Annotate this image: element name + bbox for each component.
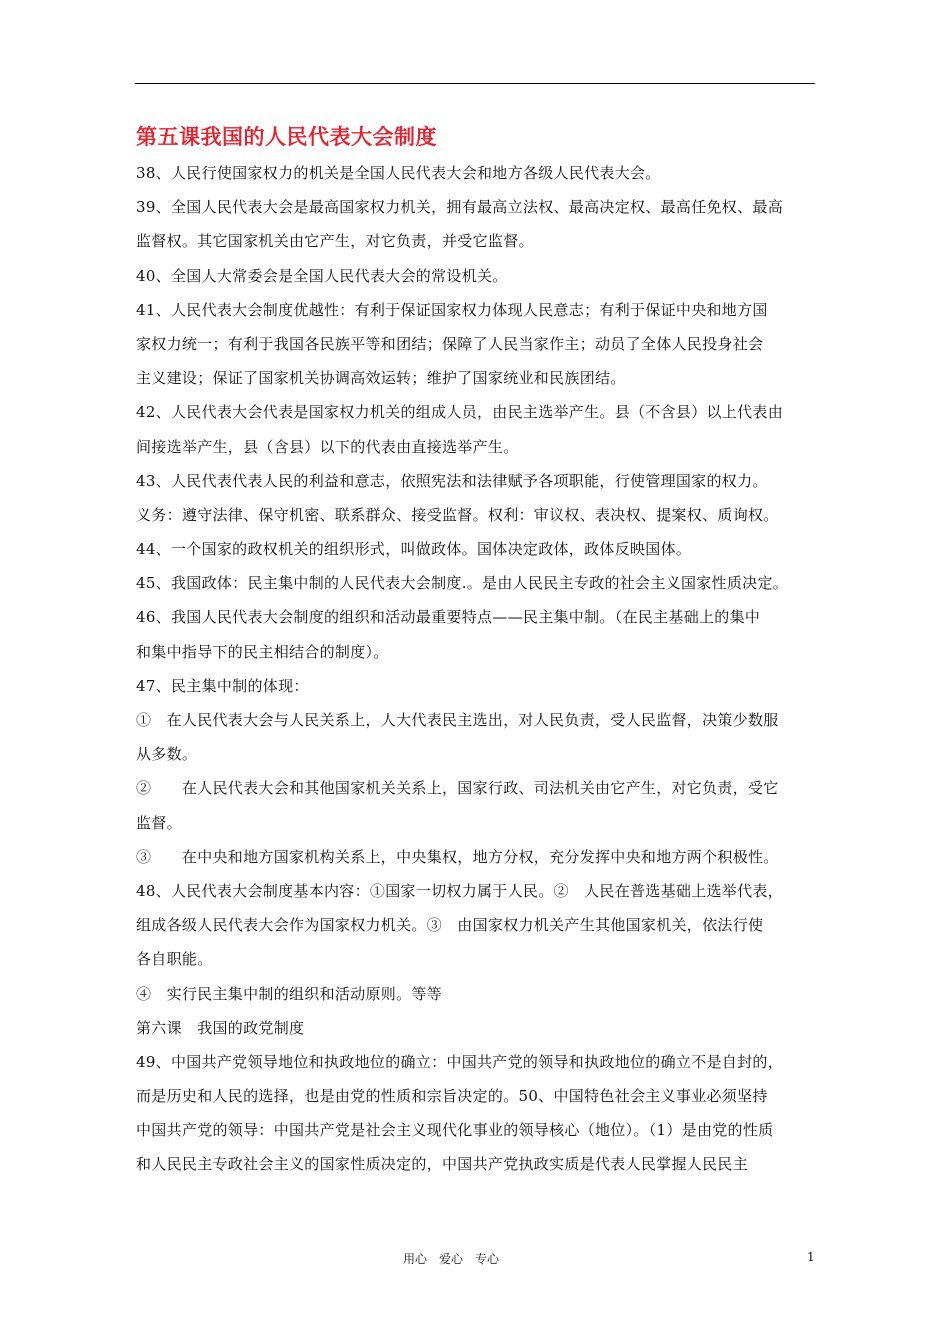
text-line: 44、一个国家的政权机关的组织形式，叫做政体。国体决定政体，政体反映国体。 xyxy=(136,540,692,559)
header-rule xyxy=(135,83,815,84)
text-line: 41、人民代表大会制度优越性：有利于保证国家权力体现人民意志；有利于保证中央和地方国 xyxy=(136,300,768,319)
document-body xyxy=(136,156,816,1182)
text-line: 45、我国政体：民主集中制的人民代表大会制度.。是由人民民主专政的社会主义国家性质决定。 xyxy=(136,574,789,593)
text-line: 49、中国共产党领导地位和执政地位的确立：中国共产党的领导和执政地位的确立不是自封的， xyxy=(136,1052,783,1071)
text-line: 43、人民代表代表人民的利益和意志，依照宪法和法律赋予各项职能，行使管理国家的权力。 xyxy=(136,471,768,490)
text-line: 40、全国人大常委会是全国人民代表大会的常设机关。 xyxy=(136,266,508,285)
text-line: 38、人民行使国家权力的机关是全国人民代表大会和地方各级人民代表大会。 xyxy=(136,164,661,182)
text-line: ④ 实行民主集中制的组织和活动原则。等等 xyxy=(136,984,443,1003)
text-line: 组成各级人民代表大会作为国家权力机关。③ 由国家权力机关产生其他国家机关，依法行使 xyxy=(136,916,764,935)
text-line: 中国共产党的领导：中国共产党是社会主义现代化事业的领导核心（地位）。（1）是由党的性质 xyxy=(136,1121,774,1140)
text-line: 46、我国人民代表大会制度的组织和活动最重要特点——民主集中制。（在民主基础上的集中 xyxy=(136,608,761,627)
text-line: 从多数。 xyxy=(136,745,198,764)
text-line: 监督权。其它国家机关由它产生，对它负责，并受它监督。 xyxy=(136,232,534,251)
text-line: 39、全国人民代表大会是最高国家权力机关，拥有最高立法权、最高决定权、最高任免权、最高 xyxy=(136,198,783,217)
text-line: 第六课 我国的政党制度 xyxy=(136,1018,305,1037)
text-line: 而是历史和人民的选择，也是由党的性质和宗旨决定的。50、中国特色社会主义事业必须坚持 xyxy=(136,1087,768,1106)
text-line: 间接选举产生，县（含县）以下的代表由直接选举产生。 xyxy=(136,437,519,456)
text-line: 监督。 xyxy=(136,813,182,832)
text-line: 家权力统一；有利于我国各民族平等和团结；保障了人民当家作主；动员了全体人民投身社会 xyxy=(136,334,764,353)
text-line: 主义建设；保证了国家机关协调高效运转；维护了国家统业和民族团结。 xyxy=(136,369,626,388)
text-line: 47、民主集中制的体现： xyxy=(136,676,309,695)
text-line: 和人民民主专政社会主义的国家性质决定的，中国共产党执政实质是代表人民掌握人民民主 xyxy=(136,1155,749,1174)
text-line: ① 在人民代表大会与人民关系上，人大代表民主选出，对人民负责，受人民监督，决策少数服 xyxy=(136,711,779,729)
text-line: 48、人民代表大会制度基本内容：①国家一切权力属于人民。② 人民在普选基础上选举代表， xyxy=(136,881,783,900)
text-line: ② 在人民代表大会和其他国家机关关系上，国家行政、司法机关由它产生，对它负责，受它 xyxy=(136,779,779,798)
text-line: 和集中指导下的民主相结合的制度）。 xyxy=(136,642,389,661)
footer-text: 用心 爱心 专心 xyxy=(403,1252,500,1266)
text-line: 各自职能。 xyxy=(136,950,213,969)
text-line: 42、人民代表大会代表是国家权力机关的组成人员，由民主选举产生。县（不含县）以上代表由 xyxy=(136,403,783,422)
page-title: 第五课我国的人民代表大会制度 xyxy=(136,125,437,149)
text-line: 义务：遵守法律、保守机密、联系群众、接受监督。权利：审议权、表决权、提案权、质询权。 xyxy=(136,505,779,524)
text-line: ③ 在中央和地方国家机构关系上，中央集权，地方分权，充分发挥中央和地方两个积极性。 xyxy=(136,847,779,866)
page-number: 1 xyxy=(807,1250,815,1264)
